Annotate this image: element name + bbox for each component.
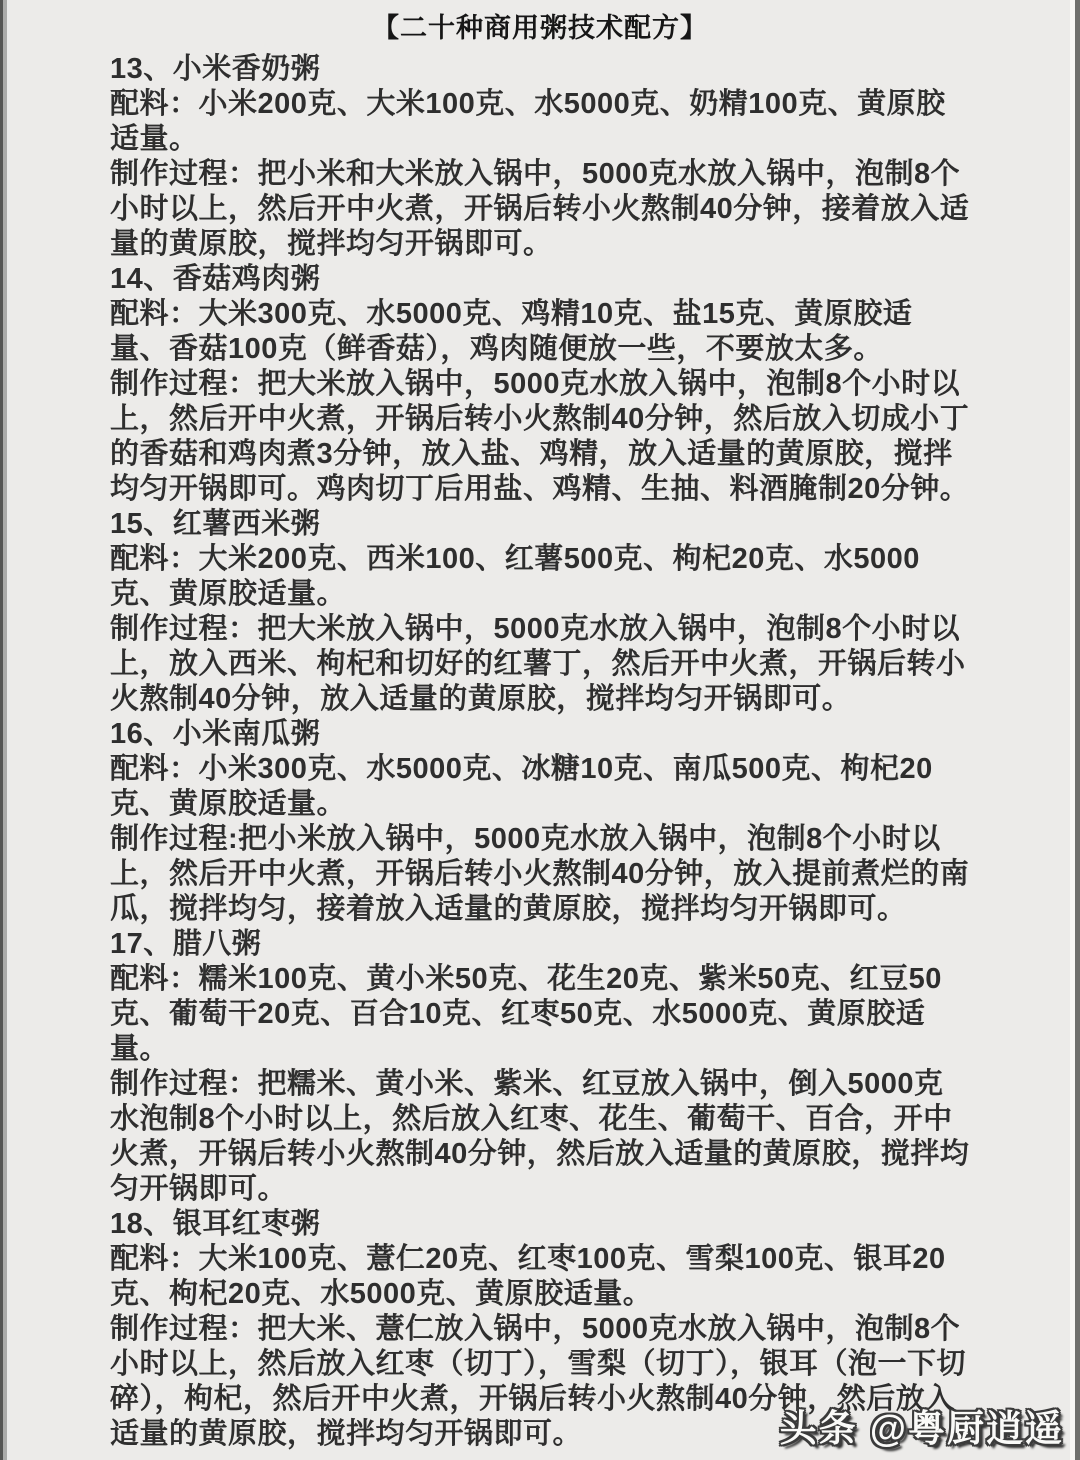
recipe-section-17 [110,927,970,1207]
recipe-ingredients: 配料：小米200克、大米100克、水5000克、奶精100克、黄原胶适量。 [110,88,946,155]
recipe-section-16 [110,717,970,927]
toutiao-watermark: 头条 @粤厨逍遥 [779,1408,1064,1449]
recipe-heading: 18、银耳红枣粥 [110,1208,321,1240]
recipe-ingredients: 配料：小米300克、水5000克、冰糖10克、南瓜500克、枸杞20克、黄原胶适量。 [110,753,933,820]
recipe-ingredients: 配料：大米100克、薏仁20克、红枣100克、雪梨100克、银耳20克、枸杞20克、水5000克、黄原胶适量。 [110,1243,946,1310]
recipe-process: 制作过程：把糯米、黄小米、紫米、红豆放入锅中，倒入5000克水泡制8个小时以上，然后放入红枣、花生、葡萄干、百合，开中火煮，开锅后转小火熬制40分钟，然后放入适量的黄原胶，搅拌均匀开锅即可。 [110,1068,970,1205]
page-title: 【二十种商用粥技术配方】 [372,13,708,43]
recipe-section-14 [110,262,970,507]
recipe-heading: 15、红薯西米粥 [110,508,321,540]
recipe-section-13 [110,52,970,262]
right-edge-bar [1075,0,1080,1460]
recipe-process: 制作过程：把大米放入锅中，5000克水放入锅中，泡制8个小时以上，然后开中火煮，开锅后转小火熬制40分钟，然后放入切成小丁的香菇和鸡肉煮3分钟，放入盐、鸡精，放入适量的黄原胶，搅拌均匀开锅即可。鸡肉切丁后用盐、鸡精、生抽、料酒腌制20分钟。 [110,368,970,505]
recipe-process: 制作过程:把小米放入锅中，5000克水放入锅中，泡制8个小时以上，然后开中火煮，开锅后转小火熬制40分钟，放入提前煮烂的南瓜，搅拌均匀，接着放入适量的黄原胶，搅拌均匀开锅即可。 [110,823,970,925]
recipe-ingredients: 配料：大米200克、西米100、红薯500克、枸杞20克、水5000克、黄原胶适量。 [110,543,920,610]
recipe-process: 制作过程：把大米、薏仁放入锅中，5000克水放入锅中，泡制8个小时以上，然后放入红枣（切丁），雪梨（切丁），银耳（泡一下切碎），枸杞，然后开中火煮，开锅后转小火熬制40分钟，然后放入适量的黄原胶，搅拌均匀开锅即可。 [110,1313,967,1450]
document-content [110,8,970,1452]
recipe-section-15 [110,507,970,717]
recipe-process: 制作过程：把大米放入锅中，5000克水放入锅中，泡制8个小时以上，放入西米、枸杞和切好的红薯丁，然后开中火煮，开锅后转小火熬制40分钟，放入适量的黄原胶，搅拌均匀开锅即可。 [110,613,966,715]
recipe-process: 制作过程：把小米和大米放入锅中，5000克水放入锅中，泡制8个小时以上，然后开中火煮，开锅后转小火熬制40分钟，接着放入适量的黄原胶，搅拌均匀开锅即可。 [110,158,970,260]
left-edge-shadow [3,0,7,1460]
recipe-heading: 13、小米香奶粥 [110,53,321,85]
recipe-heading: 14、香菇鸡肉粥 [110,263,321,295]
recipe-heading: 17、腊八粥 [110,928,262,960]
recipe-heading: 16、小米南瓜粥 [110,718,321,750]
recipe-ingredients: 配料：糯米100克、黄小米50克、花生20克、紫米50克、红豆50克、葡萄干20克、百合10克、红枣50克、水5000克、黄原胶适量。 [110,963,942,1065]
recipe-ingredients: 配料：大米300克、水5000克、鸡精10克、盐15克、黄原胶适量、香菇100克（鲜香菇），鸡肉随便放一些，不要放太多。 [110,298,913,365]
